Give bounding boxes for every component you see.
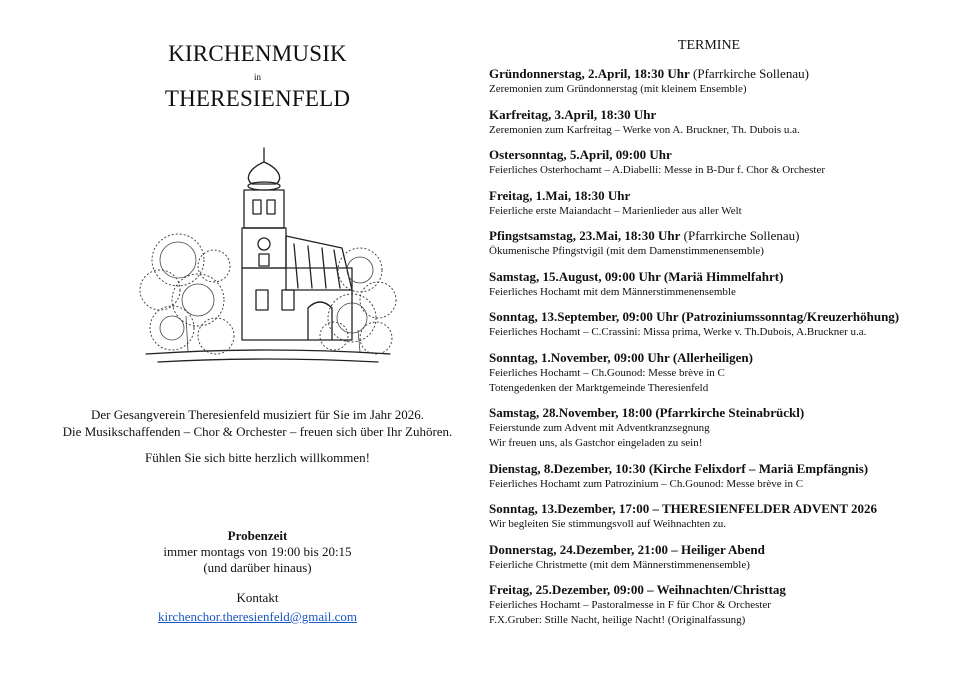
event-item xyxy=(489,582,939,628)
event-date xyxy=(489,188,939,204)
event-description: Feierliches Hochamt – C.Crassini: Missa prima, Werke v. Th.Dubois, A.Bruckner u.a. xyxy=(489,326,867,338)
right-column xyxy=(489,0,939,677)
event-date xyxy=(489,269,939,285)
intro-line-2: Die Musikschaffenden – Chor & Orchester – freuen sich über Ihr Zuhören. xyxy=(62,424,453,439)
event-description: Wir freuen uns, als Gastchor eingeladen zu sein! xyxy=(489,437,703,449)
page-title: KIRCHENMUSIK xyxy=(168,41,347,66)
left-column xyxy=(30,0,485,677)
event-item xyxy=(489,66,939,97)
event-item xyxy=(489,269,939,300)
event-date-text: Sonntag, 1.November, 09:00 Uhr (Allerheiligen) xyxy=(489,349,753,365)
event-date xyxy=(489,461,939,477)
rehearsal-time: immer montags von 19:00 bis 20:15 xyxy=(163,544,352,559)
event-date-text: Dienstag, 8.Dezember, 10:30 (Kirche Felixdorf – Mariä Empfängnis) xyxy=(489,460,869,476)
event-description: Feierliches Osterhochamt – A.Diabelli: Messe in B-Dur f. Chor & Orchester xyxy=(489,164,826,176)
intro-line-1: Der Gesangverein Theresienfeld musiziert für Sie im Jahr 2026. xyxy=(91,407,424,422)
rehearsal-note: (und darüber hinaus) xyxy=(203,560,312,575)
event-date xyxy=(489,542,939,558)
event-date xyxy=(489,66,939,82)
event-list xyxy=(489,66,939,638)
event-description: F.X.Gruber: Stille Nacht, heilige Nacht! (Originalfassung) xyxy=(489,614,746,626)
event-item xyxy=(489,350,939,396)
event-date-text: Samstag, 28.November, 18:00 (Pfarrkirche Steinabrückl) xyxy=(489,405,805,420)
event-description: Ökumenische Pfingstvigil (mit dem Damenstimmenensemble) xyxy=(489,245,764,257)
event-date-text: Freitag, 1.Mai, 18:30 Uhr xyxy=(489,187,631,203)
event-date-text: Freitag, 25.Dezember, 09:00 – Weihnachten/Christtag xyxy=(489,582,786,597)
event-description: Feierliches Hochamt – Ch.Gounod: Messe brève in C xyxy=(489,366,725,379)
event-date xyxy=(489,107,939,123)
event-description: Feierliche erste Maiandacht – Marienlieder aus aller Welt xyxy=(489,204,742,217)
event-description: Feierstunde zum Advent mit Adventkranzsegnung xyxy=(489,422,710,434)
event-location: (Pfarrkirche Sollenau) xyxy=(680,228,800,243)
event-item xyxy=(489,461,939,492)
event-description: Zeremonien zum Gründonnerstag (mit kleinem Ensemble) xyxy=(489,83,747,95)
event-description: Feierliches Hochamt zum Patrozinium – Ch.Gounod: Messe brève in C xyxy=(489,477,804,490)
event-date xyxy=(489,350,939,366)
event-item xyxy=(489,188,939,219)
event-date xyxy=(489,147,939,163)
rehearsal-block xyxy=(30,528,485,576)
event-date-text: Donnerstag, 24.Dezember, 21:00 – Heiliger Abend xyxy=(489,541,765,557)
event-date xyxy=(489,405,939,421)
event-description: Feierliches Hochamt mit dem Männerstimmenensemble xyxy=(489,285,736,298)
event-date-text: Gründonnerstag, 2.April, 18:30 Uhr xyxy=(489,66,690,81)
church-drawing xyxy=(138,140,398,380)
event-item xyxy=(489,107,939,138)
termine-title: TERMINE xyxy=(677,38,741,53)
place-title: THERESIENFELD xyxy=(164,86,351,111)
event-description: Totengedenken der Marktgemeinde Theresienfeld xyxy=(489,381,709,394)
event-item xyxy=(489,501,939,532)
event-item xyxy=(489,228,939,259)
event-date-text: Samstag, 15.August, 09:00 Uhr (Mariä Himmelfahrt) xyxy=(489,268,784,284)
event-description: Feierliche Christmette (mit dem Männerstimmenensemble) xyxy=(489,558,750,571)
event-date xyxy=(489,582,939,598)
event-date-text: Sonntag, 13.Dezember, 17:00 – THERESIENFELDER ADVENT 2026 xyxy=(489,501,878,516)
event-location: (Pfarrkirche Sollenau) xyxy=(689,66,809,81)
event-item xyxy=(489,405,939,451)
event-date xyxy=(489,228,939,244)
event-description: Wir begleiten Sie stimmungsvoll auf Weihnachten zu. xyxy=(489,518,727,530)
rehearsal-heading: Probenzeit xyxy=(227,528,288,543)
contact-block xyxy=(30,588,485,626)
event-date-text: Pfingstsamstag, 23.Mai, 18:30 Uhr xyxy=(489,228,681,243)
contact-heading: Kontakt xyxy=(236,590,279,605)
contact-email-link[interactable]: kirchenchor.theresienfeld@gmail.com xyxy=(158,609,357,624)
event-item xyxy=(489,309,939,340)
event-date-text: Ostersonntag, 5.April, 09:00 Uhr xyxy=(489,147,672,162)
event-date-text: Karfreitag, 3.April, 18:30 Uhr xyxy=(489,106,657,122)
event-description: Zeremonien zum Karfreitag – Werke von A. Bruckner, Th. Dubois u.a. xyxy=(489,123,800,136)
event-date xyxy=(489,501,939,517)
event-date-text: Sonntag, 13.September, 09:00 Uhr (Patroziniumssonntag/Kreuzerhöhung) xyxy=(489,309,900,324)
event-item xyxy=(489,542,939,573)
event-item xyxy=(489,147,939,178)
event-date xyxy=(489,309,939,325)
title-in-word: in xyxy=(253,72,261,82)
event-description: Feierliches Hochamt – Pastoralmesse in F für Chor & Orchester xyxy=(489,599,771,611)
welcome-text: Fühlen Sie sich bitte herzlich willkommen! xyxy=(145,450,370,465)
intro-text xyxy=(30,406,485,440)
